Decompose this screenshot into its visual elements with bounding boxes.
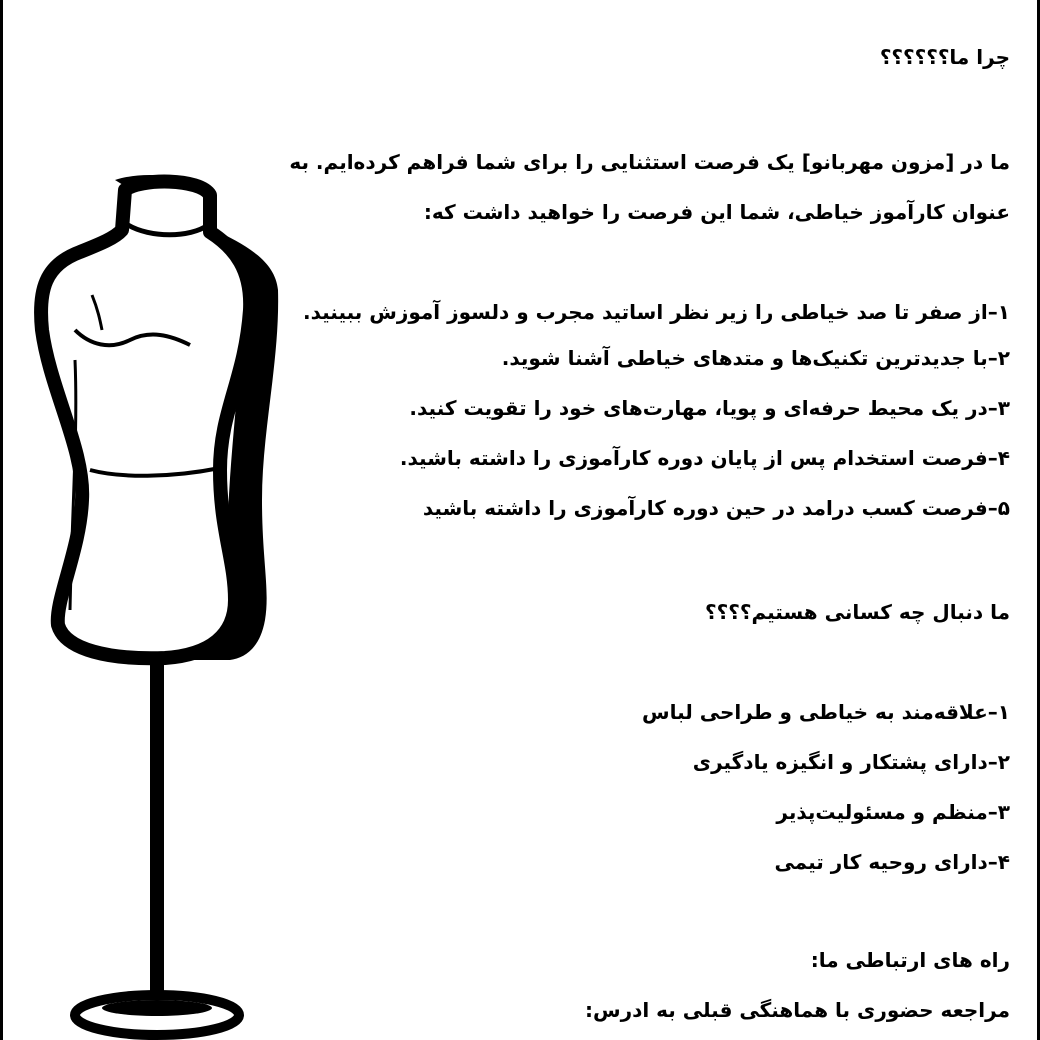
intro-line-1: ما در [مزون مهربانو] یک فرصت استثنایی را برای شما فراهم کرده‌ایم. به bbox=[289, 150, 1010, 174]
benefit-item-5: ۵–فرصت کسب درامد در حین دوره کارآموزی را داشته باشید bbox=[422, 496, 1010, 520]
heading-who-we-seek: ما دنبال چه کسانی هستیم؟؟؟؟ bbox=[705, 600, 1010, 624]
content-column bbox=[289, 0, 1010, 1040]
benefit-item-4: ۴–فرصت استخدام پس از پایان دوره کارآموزی را داشته باشید. bbox=[399, 446, 1010, 470]
dress-form-mannequin-icon bbox=[30, 170, 290, 1040]
requirement-item-2: ۲–دارای پشتکار و انگیزه یادگیری bbox=[692, 750, 1010, 774]
requirement-item-3: ۳–منظم و مسئولیت‌پذیر bbox=[776, 800, 1010, 824]
requirement-item-4: ۴–دارای روحیه کار تیمی bbox=[774, 850, 1010, 874]
intro-line-2: عنوان کارآموز خیاطی، شما این فرصت را خواهید داشت که: bbox=[423, 200, 1010, 224]
benefit-item-3: ۳–در یک محیط حرفه‌ای و پویا، مهارت‌های خود را تقویت کنید. bbox=[409, 396, 1010, 420]
benefit-item-2: ۲–با جدیدترین تکنیک‌ها و متدهای خیاطی آشنا شوید. bbox=[501, 346, 1010, 370]
benefit-item-1: ۱–از صفر تا صد خیاطی را زیر نظر اساتید مجرب و دلسوز آموزش ببینید. bbox=[302, 300, 1010, 324]
contact-address-line: مراجعه حضوری با هماهنگی قبلی به ادرس: bbox=[584, 998, 1010, 1022]
page-border-left bbox=[0, 0, 3, 1040]
requirement-item-1: ۱–علاقه‌مند به خیاطی و طراحی لباس bbox=[642, 700, 1010, 724]
heading-why-us: چرا ما؟؟؟؟؟؟ bbox=[879, 45, 1010, 69]
contact-heading: راه های ارتباطی ما: bbox=[810, 948, 1010, 972]
